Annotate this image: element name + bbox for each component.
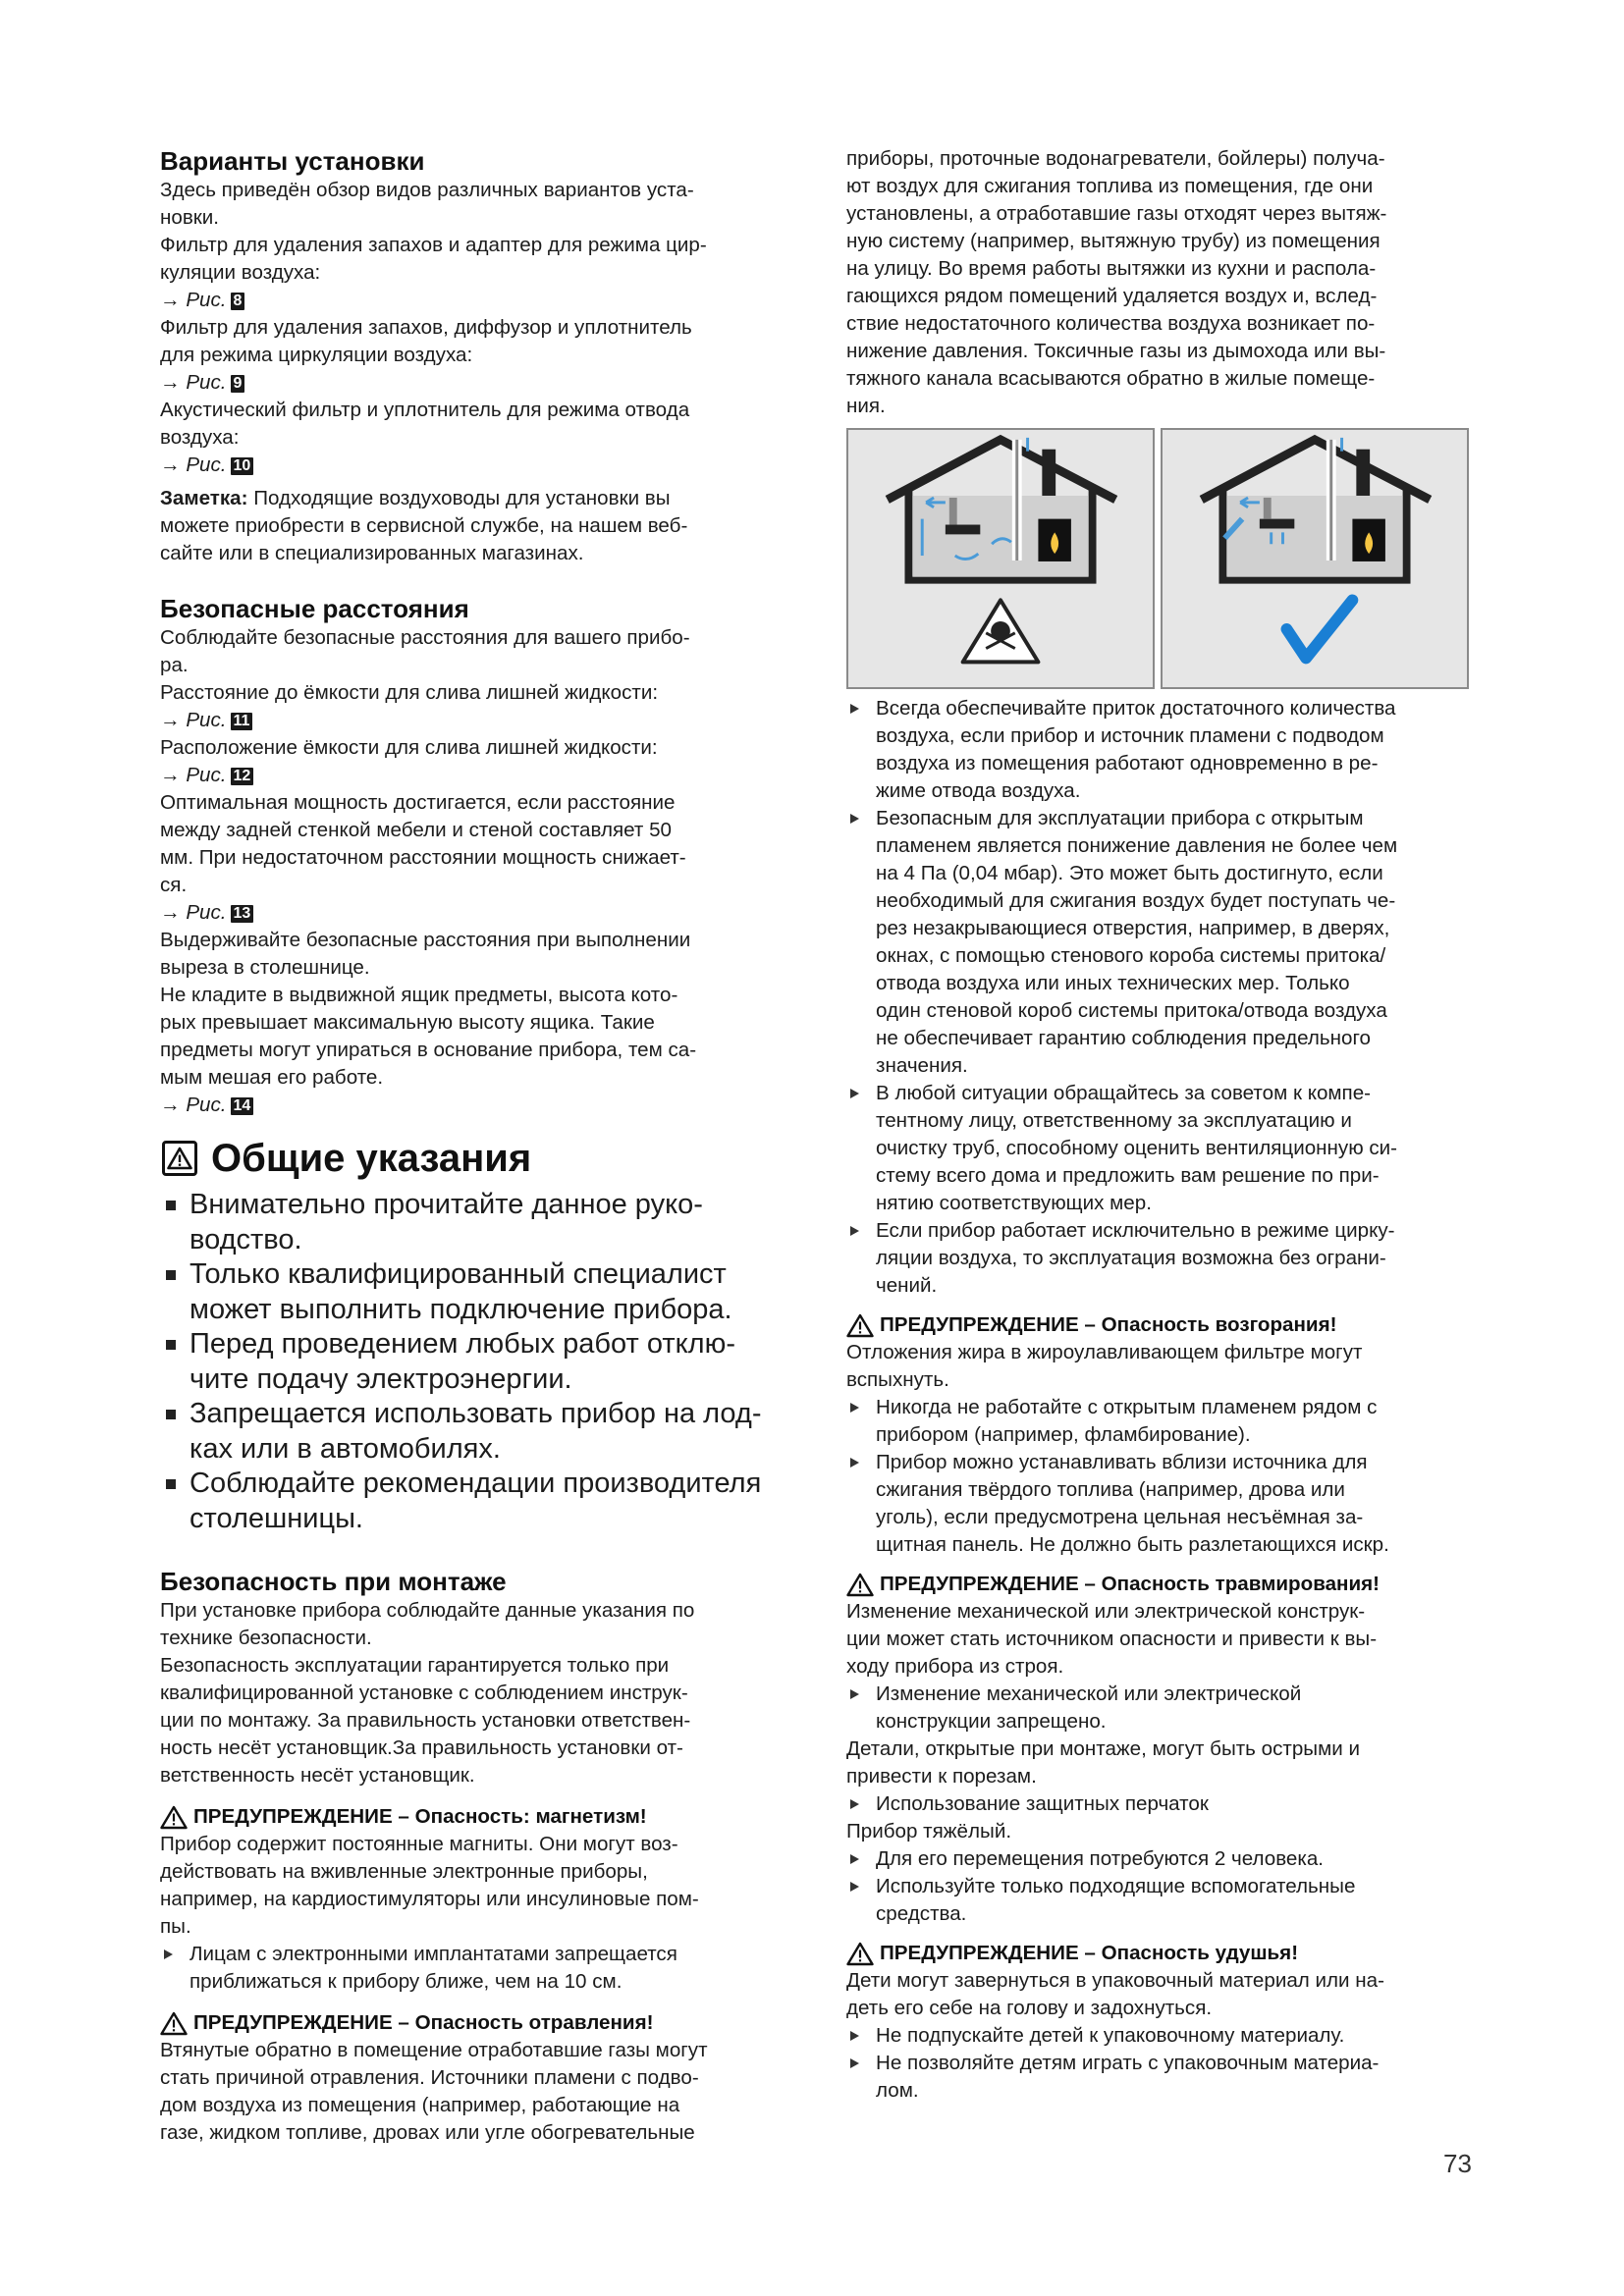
warning-magnetism-title: ПРЕДУПРЕЖДЕНИЕ – Опасность: магнетизм!: [160, 1803, 803, 1831]
right-column: [846, 145, 1480, 2105]
figure-reference: → Рис. 8: [160, 287, 803, 314]
list-item: Перед проведением любых работ отклю- чите подачу электроэнергии.: [160, 1327, 803, 1397]
warning-icon: [162, 1141, 197, 1176]
action-list: [846, 1790, 1480, 1818]
warning-triangle-icon: [846, 1573, 874, 1597]
ventilation-illustrations: [846, 428, 1480, 689]
figure-number-badge: 9: [231, 375, 245, 393]
paragraph: Втянутые обратно в помещение отработавшие газы могут стать причиной отравления. Источники пламени с подво- дом воздуха из помещения (например, работающие на газе, жидком топливе, дровах или угле обогревательные: [160, 2039, 708, 2144]
action-list: [846, 2022, 1480, 2105]
list-item: Внимательно прочитайте данное руко- водство.: [160, 1188, 803, 1257]
note: Заметка: Подходящие воздуховоды для установки вы можете приобрести в сервисной службе, на нашем веб- сайте или в специализированных магазинах.: [160, 487, 688, 564]
list-item: Безопасным для эксплуатации прибора с открытым пламенем является понижение давления не более чем на 4 Па (0,04 мбар). Это может быть достигнуто, если необходимый для сжигания воздух будет поступать че- рез незакрывающиеся отверстия, например, в дверях, окнах, с помощью стенового короба системы притока/ отвода воздуха или иных технических мер. Только один стеновой короб системы притока/отвода воздуха не обеспечивает гарантию соблюдения предельного значения.: [846, 805, 1480, 1080]
section-title-safe-distances: Безопасные расстояния: [160, 594, 469, 623]
left-column: [160, 145, 803, 2147]
paragraph: Расположение ёмкости для слива лишней жидкости:: [160, 736, 658, 759]
paragraph: Детали, открытые при монтаже, могут быть острыми и привести к порезам.: [846, 1737, 1360, 1788]
paragraph: Здесь приведён обзор видов различных вариантов уста- новки. Фильтр для удаления запахов и адаптер для режима цир- куляции воздуха:: [160, 179, 707, 284]
list-item: Лицам с электронными имплантатами запрещается приближаться к прибору ближе, чем на 10 см.: [160, 1941, 803, 1996]
paragraph: Соблюдайте безопасные расстояния для вашего прибо- ра. Расстояние до ёмкости для слива лишней жидкости:: [160, 626, 690, 704]
figure-reference: → Рис. 13: [160, 899, 803, 927]
general-instructions-list: [160, 1188, 803, 1536]
action-list: [846, 1394, 1480, 1559]
list-item: Прибор можно устанавливать вблизи источника для сжигания твёрдого топлива (например, дрова или уголь), если предусмотрена цельная несъёмная за- щитная панель. Не должно быть разлетающихся искр.: [846, 1449, 1480, 1559]
action-list: [846, 1681, 1480, 1735]
action-list: [846, 695, 1480, 1300]
figure-number-badge: 13: [231, 905, 254, 923]
list-item: Если прибор работает исключительно в режиме цирку- ляции воздуха, то эксплуатация возможна без ограни- чений.: [846, 1217, 1480, 1300]
figure-number-badge: 14: [231, 1097, 254, 1115]
figure-number-badge: 11: [231, 713, 253, 730]
warning-triangle-icon: [160, 2011, 188, 2036]
list-item: Только квалифицированный специалист может выполнить подключение прибора.: [160, 1257, 803, 1327]
list-item: Всегда обеспечивайте приток достаточного количества воздуха, если прибор и источник пламени с подводом воздуха из помещения работают одновременно в ре- жиме отвода воздуха.: [846, 695, 1480, 805]
list-item: Не позволяйте детям играть с упаковочным материа- лом.: [846, 2050, 1480, 2105]
figure-reference: → Рис. 10: [160, 452, 803, 479]
paragraph: Прибор содержит постоянные магниты. Они могут воз- действовать на вживленные электронные приборы, например, на кардиостимуляторы или инсулиновые пом- пы.: [160, 1833, 699, 1938]
illustration-unsafe-exhaust: [846, 428, 1155, 689]
paragraph: приборы, проточные водонагреватели, бойлеры) получа- ют воздух для сжигания топлива из помещения, где они установлены, а отработавшие газы отходят через вытяж- ную систему (например, вытяжную трубу) из помещения на улицу. Во время работы вытяжки из кухни и распола- гающихся рядом помещений удаляется воздух и, вслед- ствие недостаточного количества воздуха возникает по- нижение давления. Токсичные газы из дымохода или вы- тяжного канала всасываются обратно в жилые помеще- ния.: [846, 147, 1387, 417]
page-number: 73: [1443, 2149, 1472, 2178]
paragraph: Дети могут завернуться в упаковочный материал или на- деть его себе на голову и задохнуться.: [846, 1969, 1384, 2019]
house-unsafe-illustration: [848, 430, 1153, 687]
warning-fire-title: ПРЕДУПРЕЖДЕНИЕ – Опасность возгорания!: [846, 1311, 1480, 1339]
section-title-installation-safety: Безопасность при монтаже: [160, 1567, 507, 1596]
warning-poisoning-title: ПРЕДУПРЕЖДЕНИЕ – Опасность отравления!: [160, 2009, 803, 2037]
house-safe-illustration: [1163, 430, 1467, 687]
list-item: Изменение механической или электрической конструкции запрещено.: [846, 1681, 1480, 1735]
figure-reference: → Рис. 12: [160, 762, 803, 789]
figure-reference: → Рис. 14: [160, 1092, 803, 1119]
paragraph: Выдерживайте безопасные расстояния при выполнении выреза в столешнице. Не кладите в выдвижной ящик предметы, высота кото- рых превышает максимальную высоту ящика. Такие предметы могут упираться в основание прибора, тем са- мым мешая его работе.: [160, 929, 697, 1089]
figure-number-badge: 12: [231, 768, 254, 785]
action-list: [846, 1845, 1480, 1928]
action-list: [160, 1941, 803, 1996]
paragraph: Отложения жира в жироулавливающем фильтре могут вспыхнуть.: [846, 1341, 1363, 1391]
list-item: Соблюдайте рекомендации производителя столешницы.: [160, 1467, 803, 1536]
illustration-safe-exhaust: [1161, 428, 1469, 689]
section-title-installation-variants: Варианты установки: [160, 146, 425, 176]
paragraph: Фильтр для удаления запахов, диффузор и уплотнитель для режима циркуляции воздуха:: [160, 316, 692, 366]
figure-reference: → Рис. 9: [160, 369, 803, 397]
paragraph: При установке прибора соблюдайте данные указания по технике безопасности. Безопасность эксплуатации гарантируется только при квалифицированной установке с соблюдением инструк- ции по монтажу. За правильность установки ответствен- ность несёт установщик.За правильность установки от- ветственность несёт установщик.: [160, 1599, 695, 1787]
warning-triangle-icon: [846, 1942, 874, 1966]
paragraph: Прибор тяжёлый.: [846, 1820, 1012, 1842]
checkmark-icon: [1286, 600, 1352, 658]
note-label: Заметка:: [160, 487, 248, 509]
paragraph: Изменение механической или электрической конструк- ции может стать источником опасности и привести к вы- ходу прибора из строя.: [846, 1600, 1378, 1678]
list-item: Для его перемещения потребуются 2 человека.: [846, 1845, 1480, 1873]
list-item: Запрещается использовать прибор на лод- ках или в автомобилях.: [160, 1397, 803, 1467]
paragraph: Оптимальная мощность достигается, если расстояние между задней стенкой мебели и стеной составляет 50 мм. При недостаточном расстоянии мощность снижает- ся.: [160, 791, 686, 896]
figure-reference: → Рис. 11: [160, 707, 803, 734]
list-item: Никогда не работайте с открытым пламенем рядом с прибором (например, фламбирование).: [846, 1394, 1480, 1449]
list-item: Не подпускайте детей к упаковочному материалу.: [846, 2022, 1480, 2050]
figure-number-badge: 10: [231, 457, 254, 475]
list-item: Используйте только подходящие вспомогательные средства.: [846, 1873, 1480, 1928]
warning-suffocation-title: ПРЕДУПРЕЖДЕНИЕ – Опасность удушья!: [846, 1940, 1480, 1967]
general-instructions-heading: Общие указания: [160, 1135, 803, 1182]
list-item: В любой ситуации обращайтесь за советом к компе- тентному лицу, ответственному за эксплуатацию и очистку труб, способному оценить вентиляционную си- стему всего дома и предложить вам решение по при- нятию соответствующих мер.: [846, 1080, 1480, 1217]
paragraph: Акустический фильтр и уплотнитель для режима отвода воздуха:: [160, 399, 690, 449]
figure-number-badge: 8: [231, 293, 245, 310]
warning-injury-title: ПРЕДУПРЕЖДЕНИЕ – Опасность травмирования!: [846, 1571, 1480, 1598]
warning-triangle-icon: [846, 1313, 874, 1338]
list-item: Использование защитных перчаток: [846, 1790, 1480, 1818]
warning-triangle-icon: [160, 1805, 188, 1830]
